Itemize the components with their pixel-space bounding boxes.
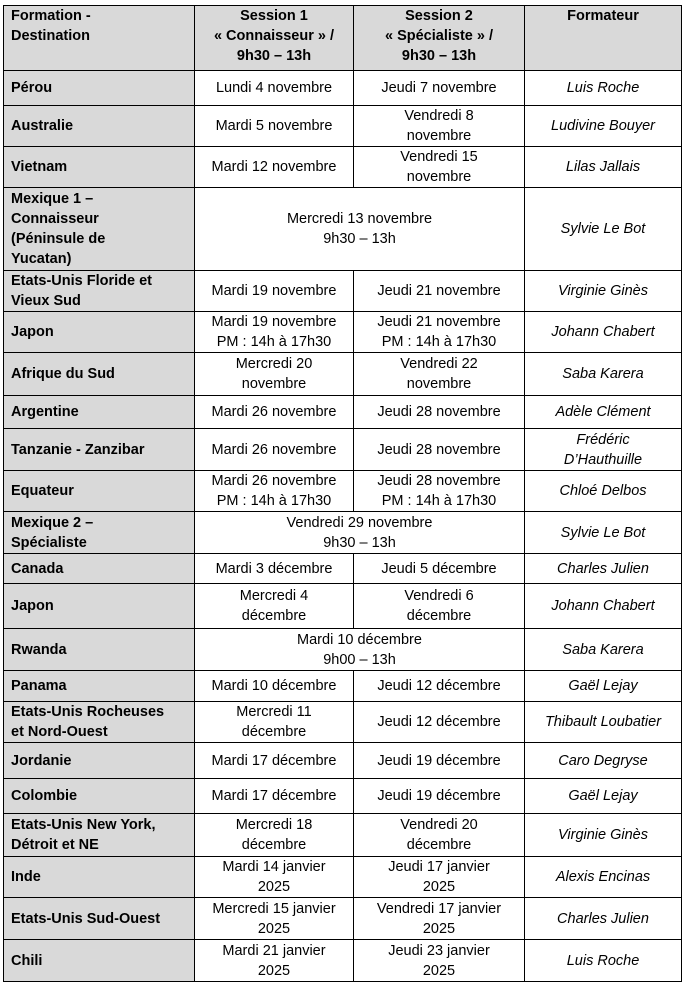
table-row <box>4 147 682 188</box>
destination-cell: Argentine <box>4 396 195 429</box>
table-row <box>4 702 682 743</box>
formateur-cell: Saba Karera <box>525 629 682 671</box>
destination-cell: Equateur <box>4 471 195 512</box>
table-row <box>4 353 682 396</box>
session-1-cell: Mardi 19 novembre <box>195 271 354 312</box>
formateur-cell: Gaël Lejay <box>525 671 682 702</box>
destination-cell: Etats-Unis New York, Détroit et NE <box>4 814 195 857</box>
destination-cell: Afrique du Sud <box>4 353 195 396</box>
formateur-cell: Caro Degryse <box>525 743 682 779</box>
table-row <box>4 188 682 271</box>
destination-cell: Japon <box>4 584 195 629</box>
destination-cell: Mexique 2 – Spécialiste <box>4 512 195 554</box>
formateur-cell: Ludivine Bouyer <box>525 106 682 147</box>
session-2-cell: Vendredi 17 janvier 2025 <box>354 898 525 940</box>
destination-cell: Panama <box>4 671 195 702</box>
table-row <box>4 512 682 554</box>
destination-cell: Etats-Unis Floride et Vieux Sud <box>4 271 195 312</box>
session-2-cell: Jeudi 23 janvier 2025 <box>354 940 525 982</box>
table-row <box>4 312 682 353</box>
session-1-cell: Mardi 3 décembre <box>195 554 354 584</box>
destination-cell: Colombie <box>4 779 195 814</box>
session-1-cell: Mardi 5 novembre <box>195 106 354 147</box>
formateur-cell: Chloé Delbos <box>525 471 682 512</box>
destination-cell: Vietnam <box>4 147 195 188</box>
session-2-cell: Jeudi 19 décembre <box>354 779 525 814</box>
formateur-cell: Sylvie Le Bot <box>525 188 682 271</box>
table-row <box>4 271 682 312</box>
session-1-cell: Mardi 17 décembre <box>195 779 354 814</box>
formateur-cell: Frédéric D’Hauthuille <box>525 429 682 471</box>
session-1-cell: Mercredi 18 décembre <box>195 814 354 857</box>
destination-cell: Japon <box>4 312 195 353</box>
session-1-cell: Mardi 12 novembre <box>195 147 354 188</box>
session-2-cell: Jeudi 17 janvier 2025 <box>354 857 525 898</box>
formateur-cell: Sylvie Le Bot <box>525 512 682 554</box>
formateur-cell: Charles Julien <box>525 898 682 940</box>
session-1-cell: Mardi 10 décembre <box>195 671 354 702</box>
header-destination: Formation - Destination <box>4 6 195 71</box>
table-row <box>4 814 682 857</box>
session-1-cell: Mardi 19 novembre PM : 14h à 17h30 <box>195 312 354 353</box>
formateur-cell: Lilas Jallais <box>525 147 682 188</box>
merged-session-cell: Mercredi 13 novembre 9h30 – 13h <box>195 188 525 271</box>
session-1-cell: Mardi 17 décembre <box>195 743 354 779</box>
session-1-cell: Mercredi 4 décembre <box>195 584 354 629</box>
table-row <box>4 940 682 982</box>
session-2-cell: Jeudi 5 décembre <box>354 554 525 584</box>
formateur-cell: Johann Chabert <box>525 312 682 353</box>
destination-cell: Tanzanie - Zanzibar <box>4 429 195 471</box>
destination-cell: Inde <box>4 857 195 898</box>
session-2-cell: Vendredi 8 novembre <box>354 106 525 147</box>
session-2-cell: Vendredi 15 novembre <box>354 147 525 188</box>
table-row <box>4 857 682 898</box>
formateur-cell: Virginie Ginès <box>525 271 682 312</box>
formateur-cell: Virginie Ginès <box>525 814 682 857</box>
schedule-table <box>3 5 682 982</box>
session-1-cell: Mercredi 15 janvier 2025 <box>195 898 354 940</box>
destination-cell: Chili <box>4 940 195 982</box>
session-1-cell: Mardi 26 novembre <box>195 429 354 471</box>
table-row <box>4 554 682 584</box>
schedule-body <box>4 71 682 982</box>
session-2-cell: Jeudi 28 novembre <box>354 396 525 429</box>
session-2-cell: Vendredi 6 décembre <box>354 584 525 629</box>
session-1-cell: Mardi 14 janvier 2025 <box>195 857 354 898</box>
table-row <box>4 743 682 779</box>
formateur-cell: Alexis Encinas <box>525 857 682 898</box>
table-row <box>4 71 682 106</box>
session-2-cell: Jeudi 12 décembre <box>354 671 525 702</box>
session-1-cell: Lundi 4 novembre <box>195 71 354 106</box>
table-row <box>4 898 682 940</box>
formateur-cell: Gaël Lejay <box>525 779 682 814</box>
destination-cell: Etats-Unis Sud-Ouest <box>4 898 195 940</box>
table-row <box>4 471 682 512</box>
merged-session-cell: Vendredi 29 novembre 9h30 – 13h <box>195 512 525 554</box>
session-1-cell: Mardi 26 novembre PM : 14h à 17h30 <box>195 471 354 512</box>
table-row <box>4 429 682 471</box>
header-session-2: Session 2 « Spécialiste » / 9h30 – 13h <box>354 6 525 71</box>
session-1-cell: Mercredi 11 décembre <box>195 702 354 743</box>
header-session-1: Session 1 « Connaisseur » / 9h30 – 13h <box>195 6 354 71</box>
header-formateur: Formateur <box>525 6 682 71</box>
session-2-cell: Jeudi 28 novembre <box>354 429 525 471</box>
session-2-cell: Jeudi 21 novembre <box>354 271 525 312</box>
destination-cell: Canada <box>4 554 195 584</box>
session-1-cell: Mardi 21 janvier 2025 <box>195 940 354 982</box>
session-2-cell: Jeudi 19 décembre <box>354 743 525 779</box>
destination-cell: Jordanie <box>4 743 195 779</box>
destination-cell: Pérou <box>4 71 195 106</box>
merged-session-cell: Mardi 10 décembre 9h00 – 13h <box>195 629 525 671</box>
formateur-cell: Saba Karera <box>525 353 682 396</box>
table-row <box>4 629 682 671</box>
destination-cell: Australie <box>4 106 195 147</box>
formateur-cell: Johann Chabert <box>525 584 682 629</box>
destination-cell: Etats-Unis Rocheuses et Nord-Ouest <box>4 702 195 743</box>
destination-cell: Mexique 1 – Connaisseur (Péninsule de Yucatan) <box>4 188 195 271</box>
session-2-cell: Jeudi 28 novembre PM : 14h à 17h30 <box>354 471 525 512</box>
formateur-cell: Adèle Clément <box>525 396 682 429</box>
formateur-cell: Thibault Loubatier <box>525 702 682 743</box>
formateur-cell: Luis Roche <box>525 71 682 106</box>
table-row <box>4 396 682 429</box>
session-1-cell: Mardi 26 novembre <box>195 396 354 429</box>
formateur-cell: Charles Julien <box>525 554 682 584</box>
table-row <box>4 671 682 702</box>
session-2-cell: Jeudi 7 novembre <box>354 71 525 106</box>
session-2-cell: Vendredi 20 décembre <box>354 814 525 857</box>
session-1-cell: Mercredi 20 novembre <box>195 353 354 396</box>
destination-cell: Rwanda <box>4 629 195 671</box>
session-2-cell: Jeudi 21 novembre PM : 14h à 17h30 <box>354 312 525 353</box>
session-2-cell: Vendredi 22 novembre <box>354 353 525 396</box>
session-2-cell: Jeudi 12 décembre <box>354 702 525 743</box>
table-row <box>4 584 682 629</box>
schedule-table-wrapper <box>3 5 682 982</box>
table-row <box>4 779 682 814</box>
formateur-cell: Luis Roche <box>525 940 682 982</box>
table-row <box>4 106 682 147</box>
header-row <box>4 6 682 71</box>
